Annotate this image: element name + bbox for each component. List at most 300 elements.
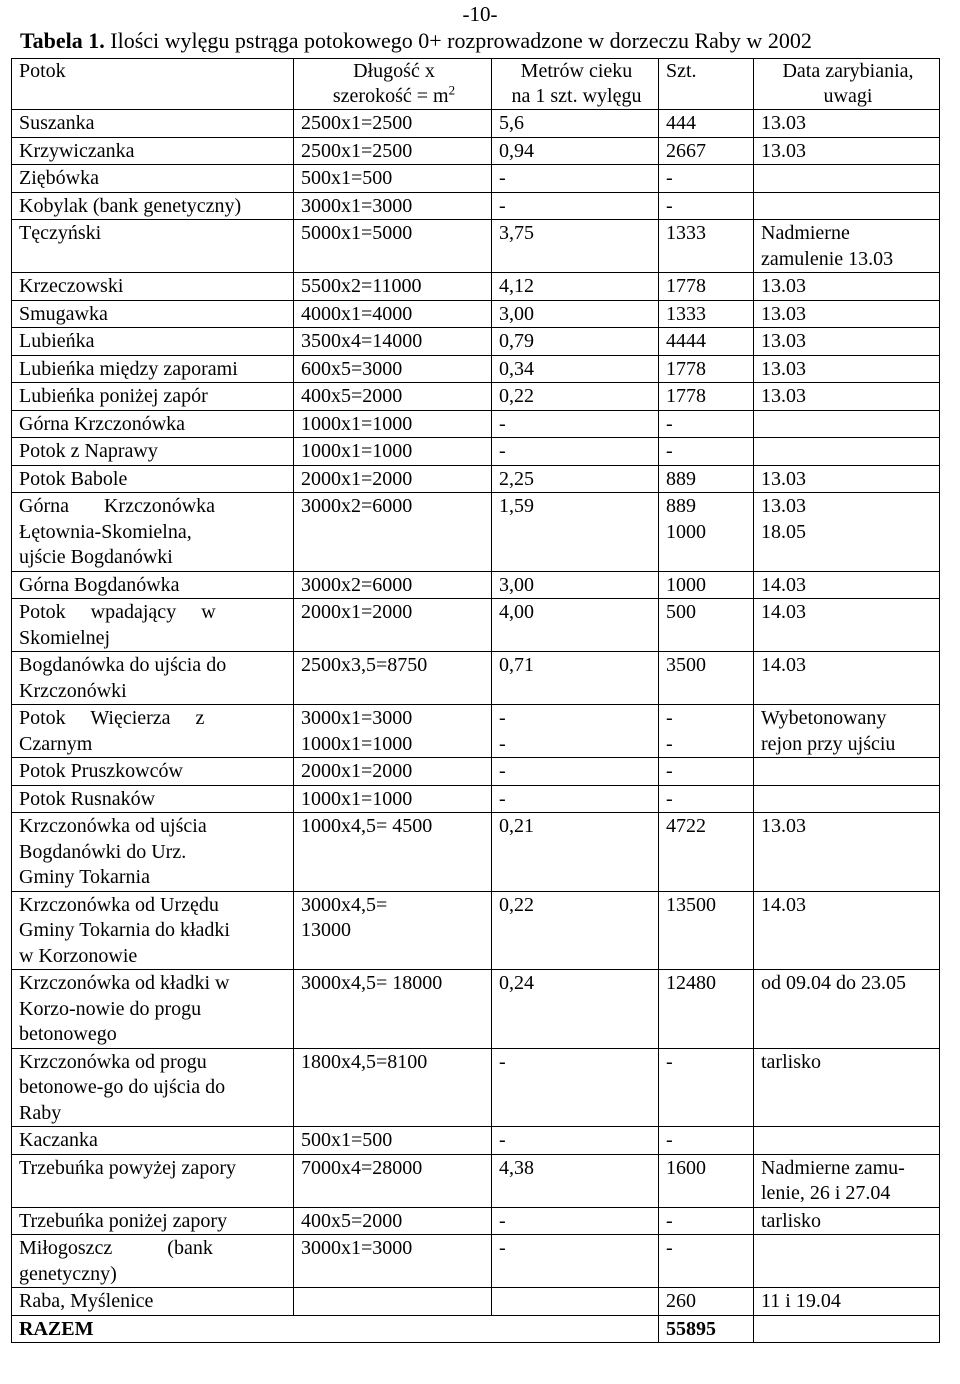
cell-line: w Korzonowie xyxy=(19,944,138,967)
table-row xyxy=(12,599,940,652)
cell-meters xyxy=(492,410,659,438)
cell-meters xyxy=(492,599,659,652)
cell-meters xyxy=(492,785,659,813)
cell-meters xyxy=(492,355,659,383)
table-row xyxy=(12,355,940,383)
cell-size xyxy=(294,410,492,438)
cell-line: Bogdanówki do Urz. xyxy=(19,840,187,863)
cell-line: 2,25 xyxy=(499,467,534,490)
cell-meters xyxy=(492,1207,659,1235)
cell-line: Lubieńka poniżej zapór xyxy=(19,385,208,407)
cell-size xyxy=(294,137,492,165)
cell-line: 13.03 xyxy=(761,357,806,380)
cell-date-notes xyxy=(754,705,940,758)
cell-stream-name xyxy=(12,1127,294,1155)
cell-stream-name xyxy=(12,758,294,786)
cell-quantity xyxy=(659,813,754,892)
cell-line: 3000x4,5= xyxy=(301,893,388,916)
cell-line: 1333 xyxy=(666,302,706,325)
cell-stream-name xyxy=(12,813,294,892)
cell-line: 5,6 xyxy=(499,112,524,134)
cell-line: 400x5=2000 xyxy=(301,385,403,407)
cell-line: Potok Więcierza z xyxy=(19,707,205,729)
cell-stream-name xyxy=(12,438,294,466)
cell-line: 1000x1=1000 xyxy=(301,440,413,462)
cell-quantity xyxy=(659,1288,754,1316)
cell-line: 1333 xyxy=(666,222,706,244)
cell-line: 2500x1=2500 xyxy=(301,112,413,134)
cell-line: Korzo-nowie do progu xyxy=(19,997,202,1020)
cell-size xyxy=(294,571,492,599)
cell-line: 4000x1=4000 xyxy=(301,302,413,325)
cell-line: Kobylak (bank genetyczny) xyxy=(19,194,242,217)
table-row xyxy=(12,1154,940,1207)
cell-line: 3,00 xyxy=(499,573,534,596)
cell-meters xyxy=(492,110,659,138)
cell-line: 3000x2=6000 xyxy=(301,495,413,517)
table-row xyxy=(12,785,940,813)
cell-stream-name xyxy=(12,328,294,356)
cell-date-notes xyxy=(754,355,940,383)
cell-quantity xyxy=(659,705,754,758)
cell-line: 13.03 xyxy=(761,815,806,837)
table-row xyxy=(12,1048,940,1127)
cell-line: 1,59 xyxy=(499,495,534,517)
cell-line: Tęczyński xyxy=(19,222,102,244)
cell-size xyxy=(294,165,492,193)
cell-line: 2667 xyxy=(666,139,706,162)
cell-line: 2000x1=2000 xyxy=(301,467,413,490)
table-row xyxy=(12,1127,940,1155)
cell-date-notes xyxy=(754,300,940,328)
cell-line: Skomielnej xyxy=(19,626,111,649)
cell-date-notes xyxy=(754,652,940,705)
cell-line: 4444 xyxy=(666,330,706,352)
cell-quantity xyxy=(659,1235,754,1288)
cell-size xyxy=(294,599,492,652)
cell-date-notes xyxy=(754,410,940,438)
cell-line: 0,71 xyxy=(499,654,534,676)
cell-line: - xyxy=(666,732,673,755)
cell-stream-name xyxy=(12,1207,294,1235)
cell-line: 13000 xyxy=(301,919,351,941)
table-row xyxy=(12,110,940,138)
cell-stream-name xyxy=(12,383,294,411)
table-row xyxy=(12,410,940,438)
cell-line: 0,34 xyxy=(499,357,534,380)
cell-line: 889 xyxy=(666,495,696,517)
cell-line: Trzebuńka poniżej zapory xyxy=(19,1209,228,1232)
cell-line: 444 xyxy=(666,112,696,134)
table-row xyxy=(12,891,940,970)
cell-line: 13.03 xyxy=(761,139,806,162)
cell-line: 18.05 xyxy=(761,520,806,543)
cell-date-notes xyxy=(754,192,940,220)
cell-size xyxy=(294,383,492,411)
cell-quantity xyxy=(659,328,754,356)
cell-quantity xyxy=(659,785,754,813)
cell-meters xyxy=(492,383,659,411)
cell-line: 2000x1=2000 xyxy=(301,601,413,623)
cell-line: 400x5=2000 xyxy=(301,1209,403,1232)
table-row xyxy=(12,273,940,301)
cell-line: 1600 xyxy=(666,1156,706,1179)
cell-line: 1000x4,5= 4500 xyxy=(301,815,433,837)
cell-stream-name xyxy=(12,410,294,438)
cell-meters xyxy=(492,1127,659,1155)
cell-size xyxy=(294,110,492,138)
cell-meters xyxy=(492,1048,659,1127)
cell-line: Nadmierne zamu- xyxy=(761,1156,905,1179)
table-row xyxy=(12,328,940,356)
cell-size xyxy=(294,328,492,356)
cell-line: 500x1=500 xyxy=(301,167,393,189)
cell-line: Krzczonówka od kładki w xyxy=(19,972,230,994)
cell-date-notes xyxy=(754,758,940,786)
stocking-table xyxy=(11,58,940,1343)
cell-date-notes xyxy=(754,1127,940,1155)
cell-stream-name xyxy=(12,705,294,758)
cell-line: 1778 xyxy=(666,275,706,297)
cell-date-notes xyxy=(754,273,940,301)
cell-line: 1000 xyxy=(666,520,706,543)
table-row xyxy=(12,1235,940,1288)
cell-quantity xyxy=(659,220,754,273)
cell-line: - xyxy=(666,1237,673,1259)
cell-line: Górna Krzczonówka xyxy=(19,495,216,517)
cell-quantity xyxy=(659,355,754,383)
cell-quantity xyxy=(659,1154,754,1207)
table-row xyxy=(12,165,940,193)
cell-date-notes xyxy=(754,813,940,892)
cell-line: 3500x4=14000 xyxy=(301,330,423,352)
cell-size xyxy=(294,785,492,813)
cell-meters xyxy=(492,493,659,572)
table-row xyxy=(12,300,940,328)
cell-line: Krzczonówka od ujścia xyxy=(19,815,207,837)
cell-meters xyxy=(492,273,659,301)
cell-meters xyxy=(492,705,659,758)
cell-line: 1000 xyxy=(666,573,706,596)
cell-line: Trzebuńka powyżej zapory xyxy=(19,1156,236,1179)
cell-line: 3000x1=3000 xyxy=(301,1237,413,1259)
cell-line: 3000x1=3000 xyxy=(301,194,413,217)
cell-meters xyxy=(492,465,659,493)
total-empty-cell xyxy=(754,1315,940,1343)
cell-date-notes xyxy=(754,1154,940,1207)
cell-size xyxy=(294,220,492,273)
cell-line: 1778 xyxy=(666,385,706,407)
cell-line: rejon przy ujściu xyxy=(761,732,896,755)
cell-line: - xyxy=(499,732,506,755)
cell-size xyxy=(294,758,492,786)
cell-line: ujście Bogdanówki xyxy=(19,546,173,568)
cell-line: 3000x4,5= 18000 xyxy=(301,972,443,994)
cell-meters xyxy=(492,300,659,328)
cell-line: 13500 xyxy=(666,893,716,916)
page-number: -10- xyxy=(462,2,498,26)
cell-date-notes xyxy=(754,970,940,1049)
total-row xyxy=(12,1315,940,1343)
cell-size xyxy=(294,493,492,572)
cell-stream-name xyxy=(12,165,294,193)
cell-line: Krzeczowski xyxy=(19,275,124,297)
cell-quantity xyxy=(659,165,754,193)
table-row xyxy=(12,192,940,220)
cell-line: betonowego xyxy=(19,1023,117,1045)
cell-meters xyxy=(492,1288,659,1316)
cell-quantity xyxy=(659,571,754,599)
cell-line: - xyxy=(666,440,673,462)
cell-line: 13.03 xyxy=(761,495,806,517)
table-row xyxy=(12,1288,940,1316)
cell-line: 0,22 xyxy=(499,893,534,916)
table-row xyxy=(12,438,940,466)
cell-line: 13.03 xyxy=(761,385,806,407)
cell-line: 13.03 xyxy=(761,302,806,325)
cell-line: 2500x3,5=8750 xyxy=(301,654,428,676)
cell-line: 1000x1=1000 xyxy=(301,732,413,755)
table-row xyxy=(12,813,940,892)
cell-stream-name xyxy=(12,192,294,220)
cell-line: Raba, Myślenice xyxy=(19,1290,154,1312)
cell-size xyxy=(294,1154,492,1207)
total-label: RAZEM xyxy=(12,1315,659,1343)
cell-date-notes xyxy=(754,328,940,356)
cell-line: - xyxy=(499,412,506,435)
cell-date-notes xyxy=(754,1235,940,1288)
cell-quantity xyxy=(659,110,754,138)
cell-size xyxy=(294,1207,492,1235)
cell-line: 3000x1=3000 xyxy=(301,707,413,729)
cell-quantity xyxy=(659,970,754,1049)
cell-stream-name xyxy=(12,652,294,705)
cell-quantity xyxy=(659,137,754,165)
cell-meters xyxy=(492,192,659,220)
cell-line: 5000x1=5000 xyxy=(301,222,413,244)
cell-line: - xyxy=(499,760,506,782)
cell-meters xyxy=(492,165,659,193)
cell-line: 4722 xyxy=(666,815,706,837)
cell-line: - xyxy=(666,412,673,435)
cell-line: - xyxy=(499,1129,506,1151)
cell-line: Smugawka xyxy=(19,302,108,325)
table-row xyxy=(12,137,940,165)
cell-line: Łętownia-Skomielna, xyxy=(19,520,192,543)
table-row xyxy=(12,1207,940,1235)
cell-line: betonowe-go do ujścia do xyxy=(19,1076,226,1098)
cell-line: 13.03 xyxy=(761,467,806,490)
cell-size xyxy=(294,970,492,1049)
cell-line: tarlisko xyxy=(761,1050,821,1073)
cell-line: zamulenie 13.03 xyxy=(761,247,894,270)
cell-line: Ziębówka xyxy=(19,167,99,189)
cell-line: Krzczonówka od Urzędu xyxy=(19,893,219,916)
cell-quantity xyxy=(659,465,754,493)
cell-date-notes xyxy=(754,110,940,138)
cell-stream-name xyxy=(12,465,294,493)
cell-line: - xyxy=(666,1209,673,1232)
cell-quantity xyxy=(659,493,754,572)
cell-line: 0,94 xyxy=(499,139,534,162)
cell-line: 13.03 xyxy=(761,112,806,134)
cell-line: 0,22 xyxy=(499,385,534,407)
cell-stream-name xyxy=(12,970,294,1049)
cell-line: - xyxy=(499,707,506,729)
superscript: 2 xyxy=(448,82,456,98)
cell-quantity xyxy=(659,383,754,411)
cell-line: Bogdanówka do ujścia do xyxy=(19,654,227,676)
cell-line: 500 xyxy=(666,601,696,623)
cell-line: od 09.04 do 23.05 xyxy=(761,972,906,994)
cell-line: - xyxy=(499,194,506,217)
cell-line: Potok Pruszkowców xyxy=(19,760,183,782)
cell-line: Kaczanka xyxy=(19,1129,98,1151)
cell-line: genetyczny) xyxy=(19,1262,117,1285)
cell-size xyxy=(294,813,492,892)
table-row xyxy=(12,970,940,1049)
cell-size xyxy=(294,192,492,220)
cell-line: 3000x2=6000 xyxy=(301,573,413,596)
table-caption-label: Tabela 1. xyxy=(20,28,105,53)
cell-quantity xyxy=(659,1207,754,1235)
cell-meters xyxy=(492,652,659,705)
cell-line: 0,24 xyxy=(499,972,534,994)
cell-line: 2500x1=2500 xyxy=(301,139,413,162)
cell-quantity xyxy=(659,273,754,301)
cell-size xyxy=(294,438,492,466)
cell-stream-name xyxy=(12,571,294,599)
cell-quantity xyxy=(659,652,754,705)
cell-line: 14.03 xyxy=(761,893,806,916)
cell-stream-name xyxy=(12,785,294,813)
cell-quantity xyxy=(659,758,754,786)
cell-line: 4,00 xyxy=(499,601,534,623)
cell-line: - xyxy=(666,1129,673,1151)
table-row xyxy=(12,652,940,705)
cell-meters xyxy=(492,970,659,1049)
cell-line: - xyxy=(499,1209,506,1232)
cell-quantity xyxy=(659,1048,754,1127)
cell-line: Czarnym xyxy=(19,732,93,755)
cell-line: - xyxy=(666,194,673,217)
cell-stream-name xyxy=(12,110,294,138)
cell-meters xyxy=(492,758,659,786)
cell-line: 0,79 xyxy=(499,330,534,352)
cell-stream-name xyxy=(12,599,294,652)
table-row xyxy=(12,465,940,493)
header-cell-meters: Metrów cieku na 1 szt. wylęgu xyxy=(492,59,659,110)
cell-size xyxy=(294,1048,492,1127)
cell-date-notes xyxy=(754,165,940,193)
cell-line: Miłogoszcz (bank xyxy=(19,1237,213,1259)
cell-size xyxy=(294,1235,492,1288)
cell-line: 14.03 xyxy=(761,573,806,596)
table-row xyxy=(12,758,940,786)
cell-date-notes xyxy=(754,599,940,652)
cell-line: Gminy Tokarnia xyxy=(19,866,150,888)
cell-line: - xyxy=(499,440,506,462)
cell-line: 600x5=3000 xyxy=(301,357,403,380)
table-row xyxy=(12,493,940,572)
cell-line: Raby xyxy=(19,1101,62,1124)
cell-line: 889 xyxy=(666,467,696,490)
cell-size xyxy=(294,705,492,758)
cell-line: - xyxy=(666,707,673,729)
cell-meters xyxy=(492,438,659,466)
cell-line: 14.03 xyxy=(761,654,806,676)
cell-stream-name xyxy=(12,1048,294,1127)
cell-line: 1000x1=1000 xyxy=(301,787,413,810)
cell-date-notes xyxy=(754,1288,940,1316)
cell-meters xyxy=(492,813,659,892)
cell-line: 1778 xyxy=(666,357,706,380)
cell-line: Lubieńka między zaporami xyxy=(19,357,238,380)
cell-line: Lubieńka xyxy=(19,330,95,352)
cell-meters xyxy=(492,891,659,970)
table-caption xyxy=(20,27,950,55)
cell-meters xyxy=(492,328,659,356)
cell-meters xyxy=(492,220,659,273)
cell-line: 1800x4,5=8100 xyxy=(301,1050,428,1073)
header-cell-quantity: Szt. xyxy=(659,59,754,110)
cell-line: Potok Babole xyxy=(19,467,128,490)
cell-meters xyxy=(492,137,659,165)
cell-date-notes xyxy=(754,465,940,493)
cell-size xyxy=(294,273,492,301)
cell-quantity xyxy=(659,410,754,438)
cell-line: - xyxy=(666,760,673,782)
table-row xyxy=(12,571,940,599)
cell-stream-name xyxy=(12,891,294,970)
cell-line: 13.03 xyxy=(761,275,806,297)
cell-line: 5500x2=11000 xyxy=(301,275,422,297)
cell-quantity xyxy=(659,300,754,328)
cell-line: - xyxy=(666,787,673,810)
cell-quantity xyxy=(659,599,754,652)
table-row xyxy=(12,383,940,411)
cell-line: 2000x1=2000 xyxy=(301,760,413,782)
cell-quantity xyxy=(659,438,754,466)
cell-line: Krzczonówka od progu xyxy=(19,1050,207,1073)
cell-quantity xyxy=(659,891,754,970)
cell-stream-name xyxy=(12,220,294,273)
cell-size xyxy=(294,300,492,328)
cell-size xyxy=(294,1127,492,1155)
cell-quantity xyxy=(659,192,754,220)
cell-stream-name xyxy=(12,1288,294,1316)
cell-date-notes xyxy=(754,220,940,273)
header-cell-size: Długość x szerokość = $m^2$ xyxy=(294,59,492,110)
cell-line: 500x1=500 xyxy=(301,1129,393,1151)
cell-date-notes xyxy=(754,891,940,970)
cell-size xyxy=(294,652,492,705)
cell-stream-name xyxy=(12,1154,294,1207)
cell-line: 12480 xyxy=(666,972,716,994)
cell-line: Nadmierne xyxy=(761,222,850,244)
cell-quantity xyxy=(659,1127,754,1155)
header-cell-stream: Potok xyxy=(12,59,294,110)
cell-line: 4,12 xyxy=(499,275,534,297)
header-cell-date-notes: Data zarybiania, uwagi xyxy=(754,59,940,110)
cell-date-notes xyxy=(754,438,940,466)
cell-meters xyxy=(492,571,659,599)
cell-date-notes xyxy=(754,571,940,599)
cell-line: - xyxy=(499,1237,506,1259)
table-caption-text: Ilości wylęgu pstrąga potokowego 0+ rozprowadzone w dorzeczu Raby w 2002 xyxy=(104,28,812,53)
cell-line: Górna Bogdanówka xyxy=(19,573,180,596)
cell-line: Krzczonówki xyxy=(19,679,127,702)
